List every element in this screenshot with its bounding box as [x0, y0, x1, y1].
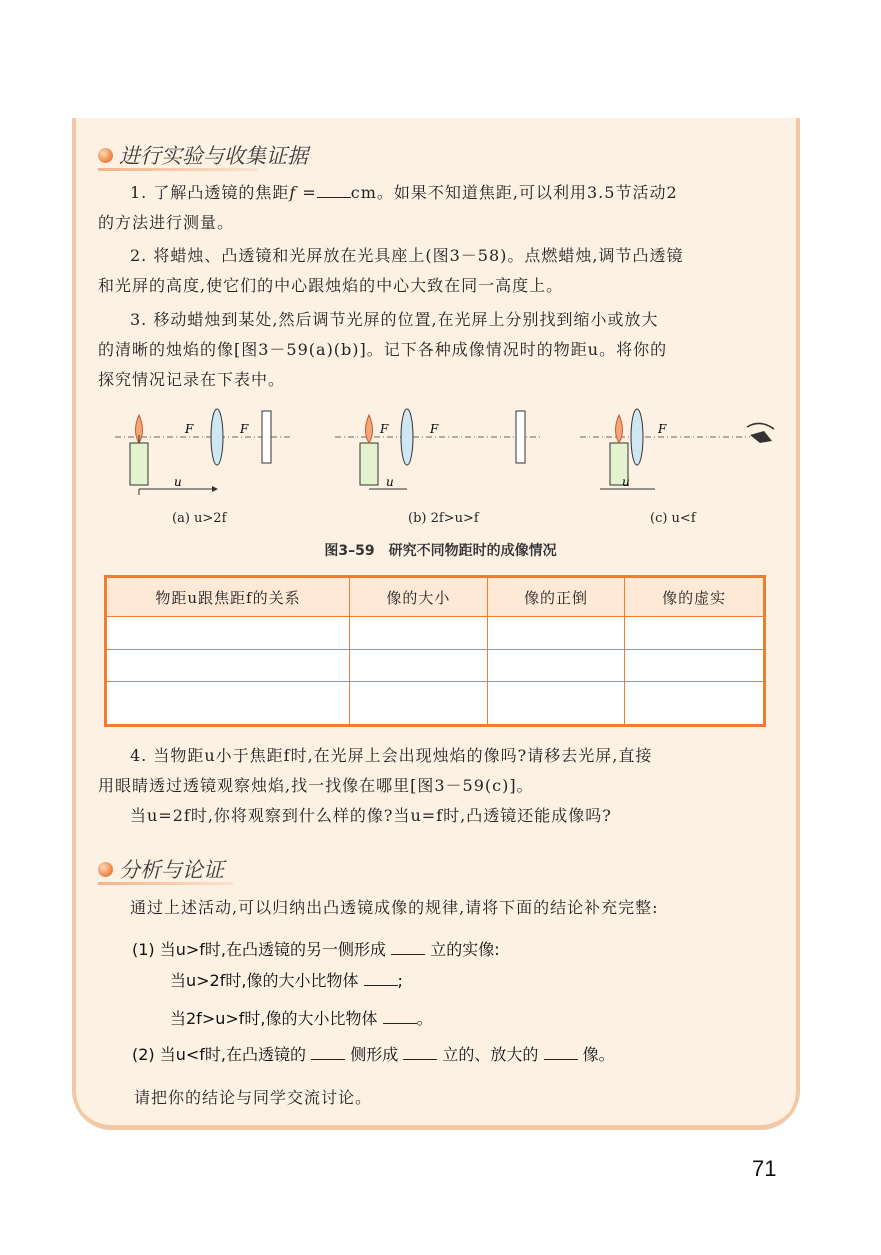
p2-text-a: 2. 将蜡烛、凸透镜和光屏放在光具座上(图3－58)。点燃蜡烛,调节凸透镜 — [130, 246, 684, 265]
p4-text-a: 4. 当物距u小于焦距f时,在光屏上会出现烛焰的像吗?请移去光屏,直接 — [130, 746, 653, 765]
table-cell[interactable] — [625, 617, 765, 650]
p3-text-a: 3. 移动蜡烛到某处,然后调节光屏的位置,在光屏上分别找到缩小或放大 — [130, 310, 659, 329]
blank-line[interactable] — [391, 940, 425, 955]
table-header-cell: 像的正倒 — [487, 577, 625, 617]
focus-label: F — [658, 422, 667, 436]
table-cell[interactable] — [625, 649, 765, 682]
blank-line[interactable] — [544, 1045, 578, 1060]
p1-text-b: f = — [289, 183, 317, 202]
table-cell[interactable] — [350, 617, 488, 650]
table-cell[interactable] — [487, 682, 625, 726]
c4-text-c: 立的、放大的 — [442, 1045, 539, 1064]
c4-text-a: (2) 当u<f时,在凸透镜的 — [132, 1045, 307, 1064]
paragraph-2 — [98, 241, 778, 301]
c3-text-b: 。 — [416, 1009, 433, 1028]
conclusion-1-sub1 — [170, 966, 403, 996]
p2-text-b: 和光屏的高度,使它们的中心跟烛焰的中心大致在同一高度上。 — [98, 276, 564, 295]
focus-label: F — [430, 422, 439, 436]
section-header-experiment — [98, 138, 308, 172]
table-header-row — [106, 577, 765, 617]
blank-line — [317, 183, 351, 198]
diagram-c — [580, 409, 774, 489]
table-cell[interactable] — [106, 617, 350, 650]
table-cell[interactable] — [350, 682, 488, 726]
c1-text-b: 立的实像: — [430, 940, 500, 959]
conclusion-2 — [132, 1040, 615, 1070]
c3-text-a: 当2f>u>f时,像的大小比物体 — [170, 1009, 378, 1028]
table-header-cell: 像的虚实 — [625, 577, 765, 617]
p4-text-c: 当u=2f时,你将观察到什么样的像?当u=f时,凸透镜还能成像吗? — [130, 806, 612, 825]
c4-text-d: 像。 — [582, 1045, 615, 1064]
closing-text: 请把你的结论与同学交流讨论。 — [134, 1088, 373, 1107]
section-title: 分析与论证 — [119, 858, 224, 882]
conclusion-1 — [132, 935, 500, 965]
u-label: u — [386, 475, 394, 489]
sublabel-b: (b) 2f>u>f — [408, 511, 479, 526]
table-cell[interactable] — [350, 649, 488, 682]
conclusion-1-sub2 — [170, 1004, 433, 1034]
table-header-cell: 像的大小 — [350, 577, 488, 617]
sublabel-c: (c) u<f — [650, 511, 696, 526]
c2-text-b: ; — [397, 971, 403, 990]
table-row — [106, 649, 765, 682]
p1-text-c: cm。如果不知道焦距,可以利用3.5节活动2 — [350, 183, 678, 202]
sublabel-a: (a) u>2f — [172, 511, 227, 526]
p3-text-b: 的清晰的烛焰的像[图3－59(a)(b)]。记下各种成像情况时的物距u。将你的 — [98, 340, 668, 359]
p1-text-d: 的方法进行测量。 — [98, 213, 235, 232]
figure-caption: 图3–59 研究不同物距时的成像情况 — [324, 543, 557, 559]
analysis-intro-text: 通过上述活动,可以归纳出凸透镜成像的规律,请将下面的结论补充完整: — [130, 898, 659, 917]
table-cell[interactable] — [487, 617, 625, 650]
paragraph-1 — [98, 178, 778, 238]
bullet-icon — [98, 862, 113, 877]
blank-line[interactable] — [383, 1009, 417, 1024]
u-label: u — [174, 475, 182, 489]
diagram-a — [115, 409, 290, 495]
diagram-b — [335, 409, 540, 489]
p1-text-a: 1. 了解凸透镜的焦距 — [130, 183, 290, 202]
section-underline — [98, 168, 258, 171]
table-row — [106, 682, 765, 726]
c4-text-b: 侧形成 — [350, 1045, 399, 1064]
table-row — [106, 617, 765, 650]
blank-line[interactable] — [364, 971, 398, 986]
u-label: u — [622, 475, 630, 489]
bullet-icon — [98, 148, 113, 163]
table-cell[interactable] — [625, 682, 765, 726]
paragraph-3 — [98, 305, 778, 395]
focus-label: F — [240, 422, 249, 436]
p3-text-c: 探究情况记录在下表中。 — [98, 370, 286, 389]
c1-text-a: (1) 当u>f时,在凸透镜的另一侧形成 — [132, 940, 387, 959]
section-title: 进行实验与收集证据 — [119, 144, 308, 168]
blank-line[interactable] — [403, 1045, 437, 1060]
p4-text-b: 用眼睛透过透镜观察烛焰,找一找像在哪里[图3－59(c)]。 — [98, 776, 534, 795]
table-cell[interactable] — [106, 649, 350, 682]
section-header-analysis — [98, 852, 224, 886]
table-cell[interactable] — [106, 682, 350, 726]
page-number: 71 — [752, 1156, 777, 1181]
focus-label: F — [380, 422, 389, 436]
focus-label: F — [185, 422, 194, 436]
eye-icon — [747, 423, 774, 429]
table-header-cell: 物距u跟焦距f的关系 — [106, 577, 350, 617]
paragraph-4 — [98, 741, 778, 831]
table-cell[interactable] — [487, 649, 625, 682]
analysis-intro — [98, 893, 778, 923]
section-underline — [98, 882, 233, 885]
c2-text-a: 当u>2f时,像的大小比物体 — [170, 971, 359, 990]
record-table — [104, 575, 766, 727]
blank-line[interactable] — [311, 1045, 345, 1060]
